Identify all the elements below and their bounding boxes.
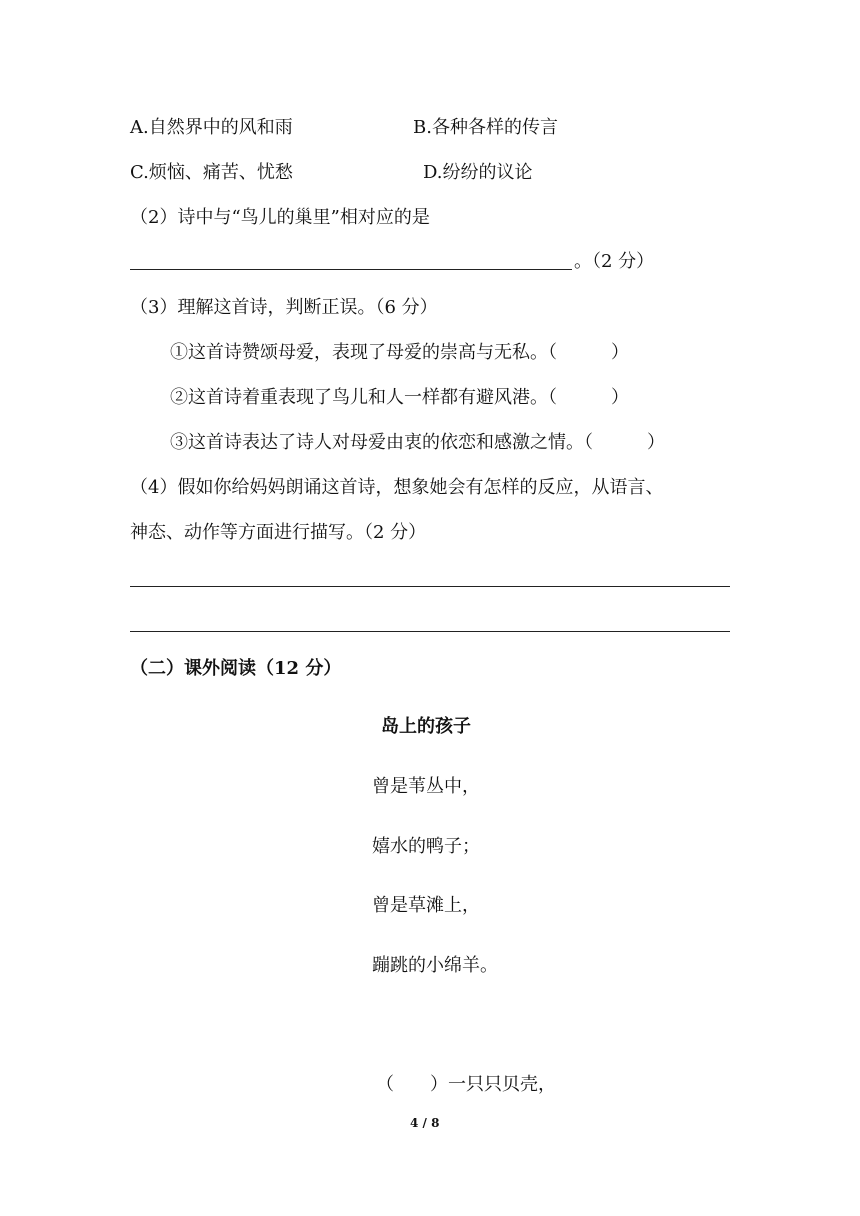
answer-line-q2[interactable] (130, 269, 572, 270)
judgment-item-2: ②这首诗着重表现了鸟儿和人一样都有避风港。（ ） (170, 387, 629, 408)
question-3-prompt: （3）理解这首诗，判断正误。（6 分） (130, 297, 438, 318)
question-2-prompt: （2）诗中与“鸟儿的巢里”相对应的是 (130, 207, 430, 228)
judgment-item-3: ③这首诗表达了诗人对母爱由衷的依恋和感激之情。（ ） (170, 432, 665, 453)
option-c: C.烦恼、痛苦、忧愁 (130, 162, 293, 183)
option-b: B.各种各样的传言 (413, 117, 558, 138)
section-heading: （二）课外阅读（12 分） (130, 658, 342, 679)
poem-line-1: 曾是苇丛中， (372, 776, 480, 797)
answer-line-q4-2[interactable] (130, 631, 730, 632)
question-2-score: 。（2 分） (574, 251, 655, 272)
answer-line-q4-1[interactable] (130, 586, 730, 587)
poem-line-4: 蹦跳的小绵羊。 (372, 955, 498, 976)
poem-title: 岛上的孩子 (381, 716, 471, 737)
poem-line-blank: （ ）一只只贝壳， (376, 1074, 556, 1095)
poem-line-2: 嬉水的鸭子； (372, 836, 480, 857)
option-d: D.纷纷的议论 (423, 162, 533, 183)
judgment-item-1: ①这首诗赞颂母爱，表现了母爱的崇高与无私。（ ） (170, 342, 629, 363)
poem-line-3: 曾是草滩上， (372, 895, 480, 916)
page-number: 4 / 8 (410, 1116, 440, 1130)
question-4-line-2: 神态、动作等方面进行描写。（2 分） (130, 522, 427, 543)
option-a: A.自然界中的风和雨 (130, 117, 293, 138)
question-4-line-1: （4）假如你给妈妈朗诵这首诗，想象她会有怎样的反应，从语言、 (130, 477, 664, 498)
